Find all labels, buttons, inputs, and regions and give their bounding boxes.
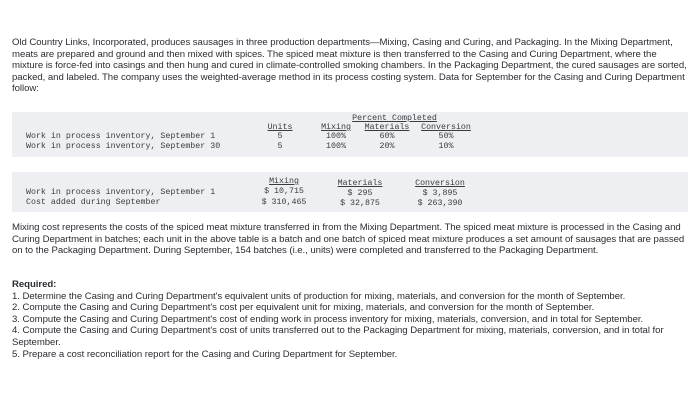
mixing-cost-note: Mixing cost represents the costs of the spiced meat mixture transferred in from the Mixing Department. The spiced meat mixture is processed in the Casing and Curing Department in batches; each unit in the above table is a batch and one batch of spiced meat mixture produces a set amount of sausages that are passed on to the Packaging Department. During September, 154 batches (i.e., units) were completed and transferred to the Packaging Department.	[12, 222, 685, 257]
table2-row-label: Work in process inventory, September 1	[26, 188, 216, 197]
required-item: 2. Compute the Casing and Curing Department's cost per equivalent unit for mixing, materials, and conversion for the month of September.	[12, 302, 595, 314]
table1-col-conversion: Conversion	[421, 123, 471, 132]
table1-materials-value: 60%	[379, 132, 395, 141]
required-item: 3. Compute the Casing and Curing Department's cost of ending work in process inventory for mixing, materials, conversion, and in total for September.	[12, 313, 644, 325]
required-item: 1. Determine the Casing and Curing Department's equivalent units of production for mixing, materials, and conversion for the month of September.	[12, 290, 626, 302]
table2-conversion-value: $ 263,390	[417, 199, 463, 208]
problem-intro: Old Country Links, Incorporated, produces sausages in three production departments—Mixing, Casing and Curing, and Packaging. In the Mixing Department, meats are prepared and ground and then mixed with spices. The spiced meat mixture is then transferred to the Casing and Curing Department, where the mixture is force-fed into casings and then hung and cured in climate-controlled smoking chambers. In the Packaging Department, the cured sausages are sorted, packed, and labeled. The company uses the weighted-average method in its process costing system. Data for September for the Casing and Curing Department follow:	[12, 37, 687, 95]
table2-mixing-value: $ 310,465	[261, 198, 307, 207]
table1-units-value: 5	[277, 142, 283, 151]
table2-col-materials: Materials	[337, 179, 383, 188]
table2-row-label: Cost added during September	[26, 198, 161, 207]
table1-col-units: Units	[267, 123, 293, 132]
table1-group-header: Percent Completed	[352, 114, 437, 123]
table2-materials-value: $ 32,875	[340, 199, 380, 208]
table1-mixing-value: 100%	[326, 142, 346, 151]
table1-mixing-value: 100%	[326, 132, 346, 141]
table1-conversion-value: 50%	[438, 132, 454, 141]
required-section	[12, 279, 688, 360]
table1-units-value: 5	[277, 132, 283, 141]
table1-materials-value: 20%	[379, 142, 395, 151]
table2-conversion-value: $ 3,895	[422, 189, 458, 198]
table2-col-conversion: Conversion	[415, 179, 465, 188]
table1-row-label: Work in process inventory, September 30	[26, 142, 221, 151]
table1-conversion-value: 10%	[438, 142, 454, 151]
required-item: 4. Compute the Casing and Curing Department's cost of units transferred out to the Packaging Department for mixing, materials, conversion, and in total for September.	[12, 325, 664, 348]
table1-col-materials: Materials	[364, 123, 410, 132]
table2-col-mixing: Mixing	[269, 177, 299, 186]
required-title: Required:	[12, 279, 57, 290]
table2-mixing-value: $ 10,715	[264, 187, 304, 196]
table1-col-mixing: Mixing	[321, 123, 351, 132]
table2-materials-value: $ 295	[347, 189, 373, 198]
table1-row-label: Work in process inventory, September 1	[26, 132, 216, 141]
required-item: 5. Prepare a cost reconciliation report for the Casing and Curing Department for September.	[12, 348, 398, 360]
